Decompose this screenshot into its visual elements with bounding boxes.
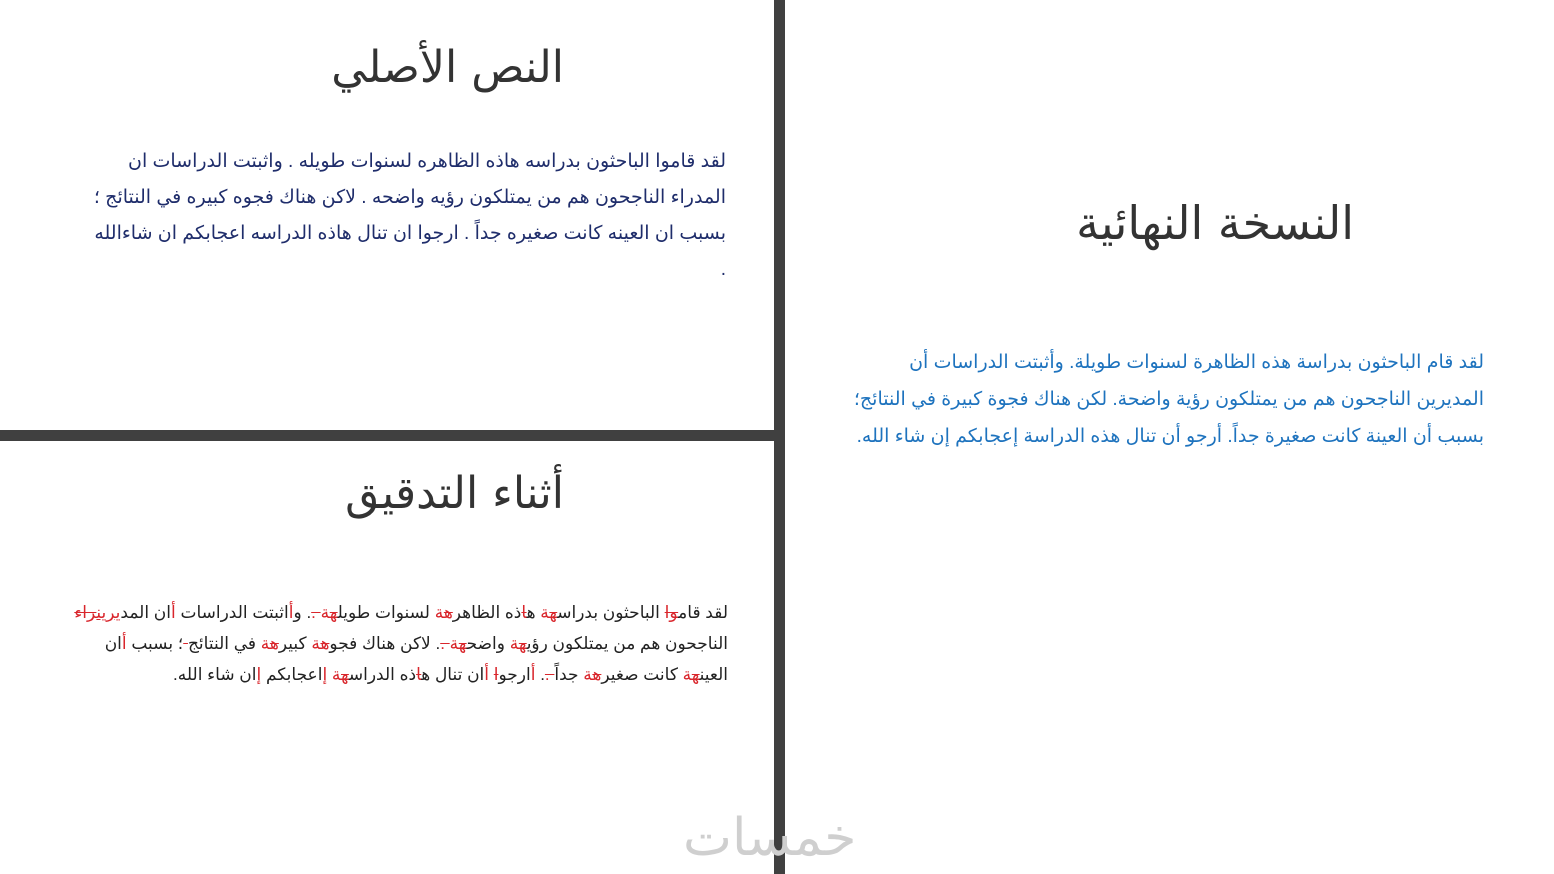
- watermark-logo: خمسات: [683, 808, 857, 868]
- proofreading-line: [48, 597, 728, 628]
- unchanged-text: كبير: [278, 634, 312, 653]
- deleted-text: ه: [549, 603, 558, 622]
- unchanged-text: ذه الظاهر: [452, 603, 522, 622]
- original-text-title: النص الأصلي: [331, 42, 564, 93]
- unchanged-text: .: [435, 634, 441, 653]
- unchanged-text: العين: [699, 665, 728, 684]
- unchanged-text: اثبتت الدراسات: [175, 603, 289, 622]
- inserted-text: ة: [449, 634, 459, 653]
- deleted-text: راء: [74, 603, 97, 622]
- unchanged-text: واضح: [466, 634, 510, 653]
- deleted-text: .: [311, 603, 321, 622]
- deleted-text: ا: [416, 665, 422, 684]
- unchanged-text: .: [540, 665, 545, 684]
- deleted-text: .: [440, 634, 450, 653]
- inserted-text: أ: [484, 665, 490, 684]
- deleted-text: ه: [269, 634, 279, 653]
- deleted-text: ه: [443, 603, 453, 622]
- inserted-text: ة: [331, 665, 342, 684]
- inserted-text: إ: [256, 665, 262, 684]
- unchanged-text: لاكن هناك فجو: [329, 634, 436, 653]
- inserted-text: ة: [509, 634, 519, 653]
- inserted-text: أ: [121, 634, 127, 653]
- vertical-divider: [774, 0, 785, 874]
- deleted-text: ه: [691, 665, 700, 684]
- unchanged-text: كانت صغير: [601, 665, 683, 684]
- unchanged-text: الباحثون بدراس: [557, 603, 665, 622]
- deleted-text: ه: [592, 665, 602, 684]
- inserted-text: أ: [170, 603, 176, 622]
- inserted-text: ة: [583, 665, 593, 684]
- unchanged-text: ؛ بسبب: [126, 634, 184, 653]
- unchanged-text: الناجحون هم من يمتلكون رؤي: [526, 634, 728, 653]
- unchanged-text: في النتائج: [187, 634, 261, 653]
- unchanged-text: جداً: [554, 665, 584, 684]
- deleted-text: ه: [320, 634, 330, 653]
- unchanged-text: ان تنال ه: [421, 665, 485, 684]
- unchanged-text: الله.: [173, 665, 203, 684]
- inserted-text: أ: [288, 603, 294, 622]
- unchanged-text: ه: [526, 603, 541, 622]
- proofreading-title: أثناء التدقيق: [345, 468, 564, 519]
- deleted-text: ه: [341, 665, 349, 684]
- inserted-text: إ: [322, 665, 328, 684]
- final-version-title: النسخة النهائية: [1076, 196, 1354, 250]
- unchanged-text: ان: [104, 634, 122, 653]
- inserted-text: أ: [530, 665, 536, 684]
- unchanged-text: ذه الدراس: [348, 665, 417, 684]
- deleted-text: ه: [458, 634, 467, 653]
- inserted-text: ة: [260, 634, 270, 653]
- final-version-body: لقد قام الباحثون بدراسة هذه الظاهرة لسنوات طويلة. وأثبتت الدراسات أن المديرين الناجحون هم من يمتلكون رؤية واضحة. لكن هناك فجوة كبيرة في النتائج؛ بسبب أن العينة كانت صغيرة جداً. أرجو أن تنال هذه الدراسة إعجابكم إن شاء الله.: [853, 352, 1484, 447]
- unchanged-text: ان شاء: [207, 665, 257, 684]
- deleted-text: ه: [329, 603, 338, 622]
- unchanged-text: اعجابكم: [261, 665, 323, 684]
- deleted-text: ا: [521, 603, 527, 622]
- deleted-text: ا: [493, 665, 499, 684]
- unchanged-text: ان المد: [120, 603, 171, 622]
- inserted-text: ة: [682, 665, 692, 684]
- proofreading-body: [48, 597, 728, 690]
- unchanged-text: لقد قام: [678, 603, 728, 622]
- original-text-body: لقد قاموا الباحثون بدراسه هاذه الظاهره لسنوات طويله . واثبتت الدراسات ان المدراء الناجحون هم من يمتلكون رؤيه واضحه . لاكن هناك فجوه كبيره في النتائج ؛ بسبب ان العينه كانت صغيره جداً . ارجوا ان تنال هاذه الدراسه اعجابكم ان شاءالله .: [93, 151, 726, 280]
- proofreading-line: [48, 628, 728, 659]
- unchanged-text: .: [306, 603, 312, 622]
- inserted-text: يرين: [96, 603, 121, 622]
- unchanged-text: لسنوات طويل: [337, 603, 435, 622]
- inserted-text: ة: [540, 603, 550, 622]
- inserted-text: ة: [434, 603, 444, 622]
- unchanged-text: و: [293, 603, 307, 622]
- deleted-text: ه: [518, 634, 527, 653]
- deleted-text: وا: [664, 603, 679, 622]
- horizontal-divider: [0, 430, 774, 441]
- inserted-text: ة: [320, 603, 330, 622]
- proofreading-line: [48, 659, 728, 690]
- inserted-text: ة: [311, 634, 321, 653]
- unchanged-text: ارجو: [498, 665, 531, 684]
- deleted-text: .: [544, 665, 555, 684]
